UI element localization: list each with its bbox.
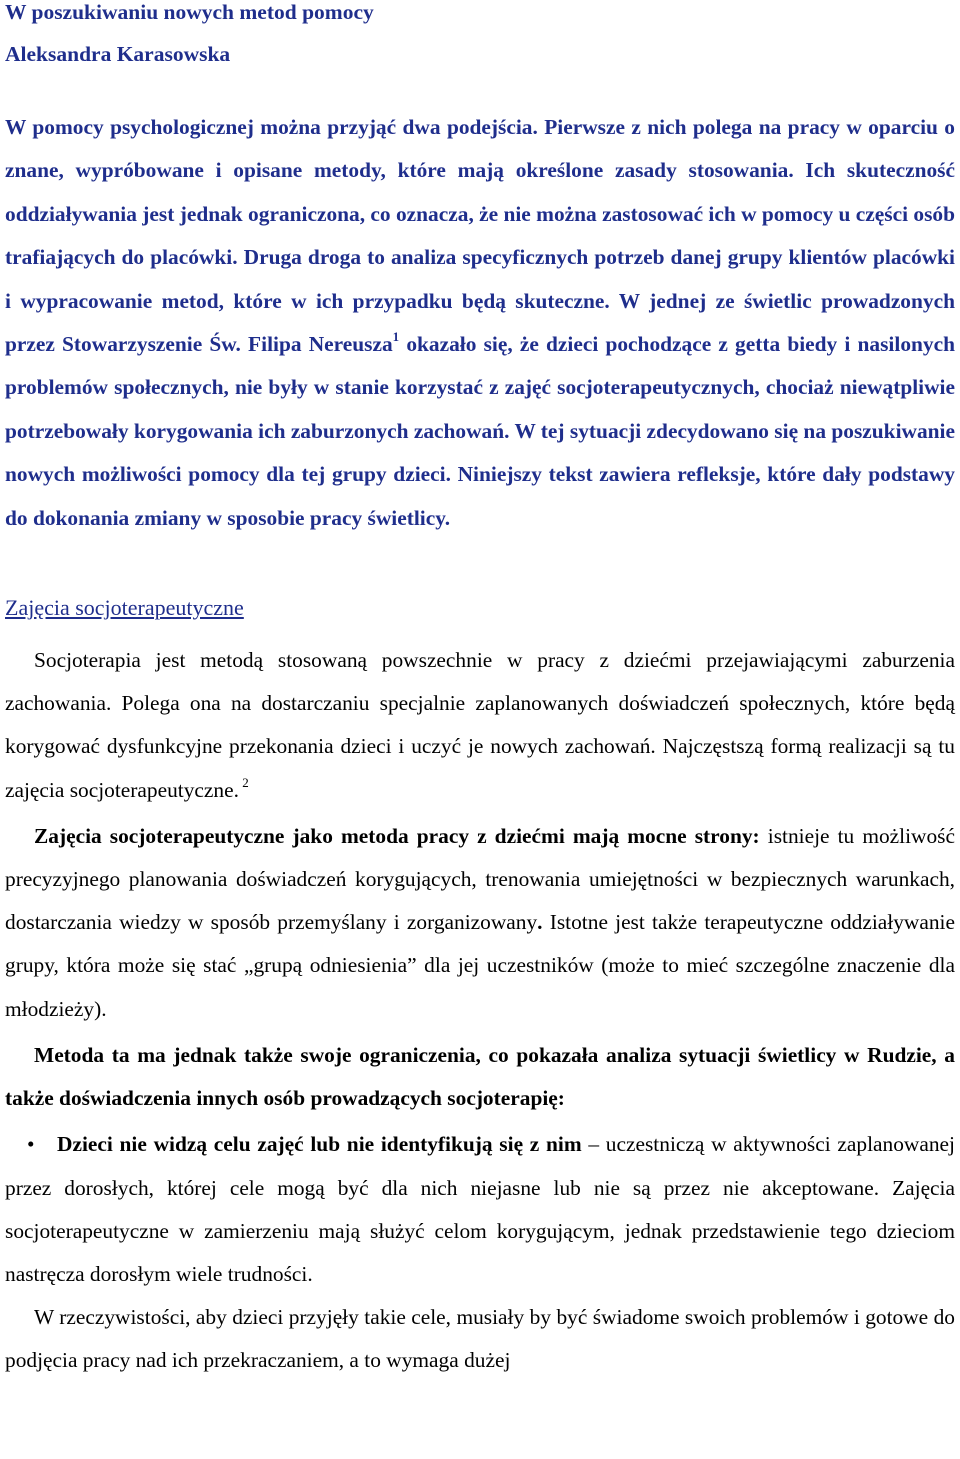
strengths-lead: Zajęcia socjoterapeutyczne jako metoda pracy z dziećmi mają mocne strony: xyxy=(34,823,760,848)
bullet-icon: • xyxy=(27,1132,35,1157)
strengths-text: istnieje tu możliwość precyzyjnego planowania doświadczeń korygujących, trenowania umiejętności w bezpiecznych warunkach, dostarczania wiedzy w sposób przemyślany i zorganizowany xyxy=(5,823,956,935)
intro-text-part1: W pomocy psychologicznej można przyjąć dwa podejścia. Pierwsze z nich polega na pracy w oparciu o znane, wypróbowane i opisane metody, które mają określone zasady stosowania. Ich skuteczność oddziaływania jest jednak ograniczona, co oznacza, że nie można zastosować ich w pomocy u części osób trafiających do placówki. Druga droga to analiza specyficznych potrzeb danej grupy klientów placówki i wypracowanie metod, które w ich przypadku będą skuteczne. W jednej ze świetlic prowadzonych przez Stowarzyszenie Św. Filipa Nereusza xyxy=(5,115,956,357)
paragraph-text: Socjoterapia jest metodą stosowaną powszechnie w pracy z dziećmi przejawiającymi zaburzenia zachowania. Polega ona na dostarczaniu specjalnie zaplanowanych doświadczeń społecznych, które będą korygować dysfunkcyjne przekonania dzieci i uczyć je nowych zachowań. Najczęstszą formą realizacji są tu zajęcia socjoterapeutyczne. xyxy=(5,648,955,802)
intro-text-part2: okazało się, że dzieci pochodzące z getta biedy i nasilonych problemów społecznych, nie były w stanie korzystać z zajęć socjoterapeutycznych, chociaż niewątpliwie potrzebowały korygowania ich zaburzonych zachowań. W tej sytuacji zdecydowano się na poszukiwanie nowych możliwości pomocy dla tej grupy dzieci. Niniejszy tekst zawiera refleksje, które dały podstawy do dokonania zmiany w sposobie pracy świetlicy. xyxy=(5,332,955,530)
paragraph-socjoterapia xyxy=(5,639,955,812)
paragraph-reality: W rzeczywistości, aby dzieci przyjęły takie cele, musiały by być świadome swoich problemów i gotowe do podjęcia pracy nad ich przekraczaniem, a to wymaga dużej xyxy=(5,1305,955,1373)
paragraph-strengths xyxy=(5,815,955,1031)
document-author: Aleksandra Karasowska xyxy=(5,42,231,66)
list-item xyxy=(5,1123,955,1296)
limitations-lead: Metoda ta ma jednak także swoje ograniczenia, co pokazała analiza sytuacji świetlicy w Rudzie, a także doświadczenia innych osób prowadzących socjoterapię: xyxy=(5,1042,955,1111)
section-body xyxy=(5,639,955,1382)
bullet-text: – uczestniczą w aktywności zaplanowanej przez dorosłych, której cele mogą być dla nich niejasne lub nie są przez nie akceptowane. Zajęcia socjoterapeutyczne w zamierzeniu mają służyć celom korygującym, jednak przedstawienie tego dzieciom nastręcza dorosłym wiele trudności. xyxy=(5,1132,955,1286)
footnote-ref-2[interactable]: 2 xyxy=(238,774,249,790)
strengths-period: . xyxy=(537,910,543,935)
footnote-ref-1[interactable]: 1 xyxy=(392,329,400,345)
document-page xyxy=(5,0,955,1383)
document-title: W poszukiwaniu nowych metod pomocy xyxy=(5,0,374,24)
strengths-text-2: Istotne jest także terapeutyczne oddziaływanie grupy, która może się stać „grupą odniesienia” dla jej uczestników (może to mieć szczególne znaczenie dla młodzieży). xyxy=(5,910,955,1021)
bullet-lead: Dzieci nie widzą celu zajęć lub nie identyfikują się z nim xyxy=(57,1132,582,1157)
paragraph-limitations xyxy=(5,1034,955,1120)
intro-paragraph xyxy=(5,106,955,540)
section-heading: Zajęcia socjoterapeutyczne xyxy=(5,595,244,621)
